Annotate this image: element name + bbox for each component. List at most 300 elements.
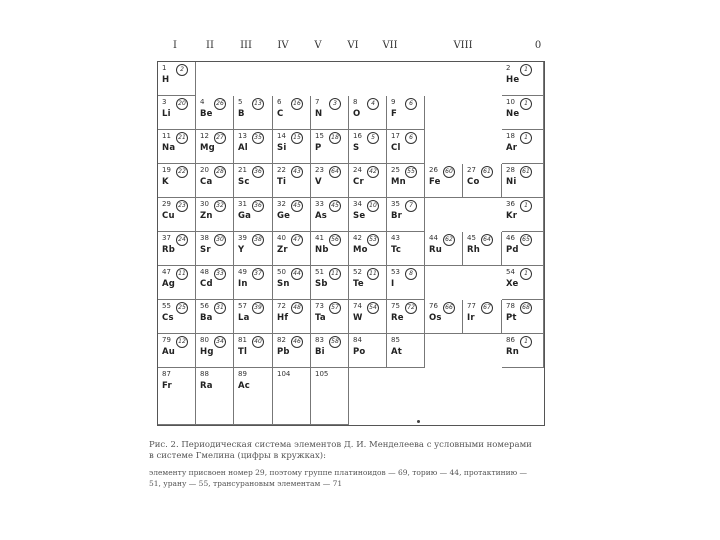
element-symbol: In	[238, 279, 248, 289]
gmelin-number-circle: 46	[291, 336, 303, 348]
atomic-number: 22	[277, 166, 286, 174]
element-symbol: Cr	[353, 177, 364, 187]
element-symbol: Zn	[200, 211, 213, 221]
gmelin-number-circle: 28	[214, 166, 226, 178]
element-symbol: K	[162, 177, 169, 187]
gmelin-number-circle: 15	[291, 132, 303, 144]
atomic-number: 57	[238, 302, 247, 310]
atomic-number: 78	[506, 302, 515, 310]
atomic-number: 82	[277, 336, 286, 344]
element-symbol: Rh	[467, 245, 480, 255]
atomic-number: 39	[238, 234, 247, 242]
gmelin-number-circle: 20	[176, 98, 188, 110]
element-symbol: Ne	[506, 109, 520, 119]
element-symbol: Mo	[353, 245, 368, 255]
gmelin-number-circle: 48	[291, 302, 303, 314]
element-cell	[273, 164, 311, 198]
gmelin-number-circle: 55	[405, 166, 417, 178]
element-symbol: Fe	[429, 177, 441, 187]
atomic-number: 76	[429, 302, 438, 310]
element-cell	[311, 130, 349, 164]
element-cell	[158, 368, 196, 425]
element-cell	[502, 164, 544, 198]
element-symbol: Y	[238, 245, 245, 255]
element-cell	[234, 266, 273, 300]
caption-line-1: Рис. 2. Периодическая система элементов Д. И. Менделеева с условными номерами	[149, 441, 532, 450]
atomic-number: 84	[353, 336, 362, 344]
element-cell	[349, 300, 387, 334]
element-cell	[273, 232, 311, 266]
element-symbol: S	[353, 143, 360, 153]
element-symbol: Tc	[391, 245, 402, 255]
atomic-number: 29	[162, 200, 171, 208]
gmelin-number-circle: 11	[367, 268, 379, 280]
gmelin-number-circle: 66	[443, 302, 455, 314]
element-symbol: Zr	[277, 245, 288, 255]
atomic-number: 19	[162, 166, 171, 174]
gmelin-number-circle: 45	[329, 200, 341, 212]
gmelin-number-circle: 37	[252, 268, 264, 280]
gmelin-number-circle: 54	[367, 302, 379, 314]
element-symbol: B	[238, 109, 245, 119]
element-symbol: V	[315, 177, 322, 187]
element-symbol: Rn	[506, 347, 519, 357]
element-symbol: Sb	[315, 279, 328, 289]
gmelin-number-circle: 43	[291, 166, 303, 178]
element-symbol: Hf	[277, 313, 289, 323]
gmelin-number-circle: 39	[252, 302, 264, 314]
gmelin-number-circle: 22	[176, 166, 188, 178]
atomic-number: 41	[315, 234, 324, 242]
element-symbol: Si	[277, 143, 287, 153]
element-symbol: Ge	[277, 211, 291, 221]
element-symbol: La	[238, 313, 250, 323]
element-symbol: Co	[467, 177, 480, 187]
element-cell	[502, 300, 544, 334]
element-symbol: He	[506, 75, 520, 85]
element-cell	[463, 300, 502, 334]
element-symbol: Rb	[162, 245, 176, 255]
gmelin-number-circle: 25	[176, 302, 188, 314]
atomic-number: 85	[391, 336, 400, 344]
atomic-number: 30	[200, 200, 209, 208]
atomic-number: 74	[353, 302, 362, 310]
element-cell	[234, 198, 273, 232]
gmelin-number-circle: 24	[176, 234, 188, 246]
element-cell	[311, 300, 349, 334]
element-symbol: Ni	[506, 177, 517, 187]
element-symbol: N	[315, 109, 323, 119]
element-cell	[273, 96, 311, 130]
element-symbol: Li	[162, 109, 171, 119]
atomic-number: 77	[467, 302, 476, 310]
gmelin-number-circle: 30	[214, 234, 226, 246]
element-cell	[196, 198, 234, 232]
group-label: III	[240, 40, 252, 51]
element-symbol: Ru	[429, 245, 442, 255]
atomic-number: 104	[277, 370, 291, 378]
atomic-number: 105	[315, 370, 329, 378]
gmelin-number-circle: 68	[520, 302, 532, 314]
gmelin-number-circle: 61	[520, 166, 532, 178]
atomic-number: 72	[277, 302, 286, 310]
element-cell	[196, 96, 234, 130]
atomic-number: 2	[506, 64, 511, 72]
element-cell	[234, 368, 273, 425]
element-symbol: Ag	[162, 279, 176, 289]
gmelin-number-circle: 10	[367, 200, 379, 212]
group-label: I	[173, 40, 177, 51]
gmelin-number-circle: 23	[176, 200, 188, 212]
element-cell	[158, 300, 196, 334]
group-label: VI	[347, 40, 359, 51]
atomic-number: 21	[238, 166, 247, 174]
element-symbol: Ca	[200, 177, 213, 187]
element-cell	[196, 164, 234, 198]
atomic-number: 8	[353, 98, 358, 106]
atomic-number: 35	[391, 200, 400, 208]
gmelin-number-circle: 34	[214, 336, 226, 348]
element-cell	[196, 232, 234, 266]
atomic-number: 24	[353, 166, 362, 174]
atomic-number: 42	[353, 234, 362, 242]
element-cell	[425, 164, 463, 198]
element-symbol: Al	[238, 143, 248, 153]
element-cell	[273, 300, 311, 334]
atomic-number: 23	[315, 166, 324, 174]
element-cell	[502, 62, 544, 96]
element-symbol: Tl	[238, 347, 248, 357]
element-symbol: Bi	[315, 347, 325, 357]
element-cell	[387, 130, 425, 164]
element-cell	[234, 232, 273, 266]
atomic-number: 5	[238, 98, 243, 106]
element-cell	[158, 96, 196, 130]
element-symbol: Br	[391, 211, 403, 221]
element-cell	[311, 232, 349, 266]
atomic-number: 4	[200, 98, 205, 106]
atomic-number: 49	[238, 268, 247, 276]
atomic-number: 83	[315, 336, 324, 344]
atomic-number: 10	[506, 98, 515, 106]
gmelin-number-circle: 47	[291, 234, 303, 246]
element-cell	[196, 130, 234, 164]
gmelin-number-circle: 61	[481, 166, 493, 178]
element-symbol: Nb	[315, 245, 329, 255]
gmelin-number-circle: 62	[443, 234, 455, 246]
atomic-number: 12	[200, 132, 209, 140]
atomic-number: 47	[162, 268, 171, 276]
gmelin-number-circle: 42	[367, 166, 379, 178]
gmelin-number-circle: 8	[405, 268, 417, 280]
atomic-number: 6	[277, 98, 282, 106]
element-cell	[502, 198, 544, 232]
group-label: IV	[277, 40, 289, 51]
element-symbol: Sc	[238, 177, 250, 187]
gmelin-number-circle: 57	[329, 302, 341, 314]
caption-line-4: 51, урану — 55, трансурановым элементам — 71	[149, 479, 343, 488]
element-symbol: Cs	[162, 313, 174, 323]
element-symbol: Ba	[200, 313, 213, 323]
gmelin-number-circle: 3	[329, 98, 341, 110]
gmelin-number-circle: 1	[520, 132, 532, 144]
atomic-number: 28	[506, 166, 515, 174]
gmelin-number-circle: 6	[405, 132, 417, 144]
element-symbol: Ta	[315, 313, 326, 323]
atomic-number: 88	[200, 370, 209, 378]
caption-line-2: в системе Гмелина (цифры в кружках):	[149, 452, 326, 461]
atomic-number: 50	[277, 268, 286, 276]
element-cell	[387, 198, 425, 232]
element-cell	[234, 96, 273, 130]
element-cell	[349, 334, 387, 368]
gmelin-number-circle: 31	[214, 302, 226, 314]
element-symbol: W	[353, 313, 363, 323]
element-symbol: H	[162, 75, 170, 85]
element-symbol: P	[315, 143, 322, 153]
atomic-number: 34	[353, 200, 362, 208]
atomic-number: 53	[391, 268, 400, 276]
gmelin-number-circle: 1	[520, 268, 532, 280]
atomic-number: 18	[506, 132, 515, 140]
gmelin-number-circle: 2	[176, 64, 188, 76]
element-symbol: Na	[162, 143, 176, 153]
gmelin-number-circle: 60	[443, 166, 455, 178]
gmelin-number-circle: 36	[252, 200, 264, 212]
atomic-number: 7	[315, 98, 320, 106]
gmelin-number-circle: 16	[291, 98, 303, 110]
atomic-number: 75	[391, 302, 400, 310]
group-label: VII	[382, 40, 398, 51]
element-cell	[387, 300, 425, 334]
atomic-number: 11	[162, 132, 171, 140]
element-cell	[158, 232, 196, 266]
element-cell	[463, 164, 502, 198]
element-symbol: Mg	[200, 143, 215, 153]
gmelin-number-circle: 65	[520, 234, 532, 246]
element-cell	[349, 232, 387, 266]
gmelin-number-circle: 7	[405, 200, 417, 212]
element-cell	[234, 300, 273, 334]
gmelin-number-circle: 53	[367, 234, 379, 246]
element-cell	[158, 334, 196, 368]
gmelin-number-circle: 5	[367, 132, 379, 144]
atomic-number: 56	[200, 302, 209, 310]
gmelin-number-circle: 11	[176, 268, 188, 280]
atomic-number: 3	[162, 98, 167, 106]
gmelin-number-circle: 45	[291, 200, 303, 212]
element-cell	[311, 198, 349, 232]
element-cell	[387, 164, 425, 198]
element-cell	[273, 266, 311, 300]
element-symbol: Be	[200, 109, 213, 119]
gmelin-number-circle: 18	[329, 132, 341, 144]
element-cell	[311, 334, 349, 368]
element-cell	[502, 96, 544, 130]
element-cell	[158, 198, 196, 232]
atomic-number: 14	[277, 132, 286, 140]
gmelin-number-circle: 72	[405, 302, 417, 314]
gmelin-number-circle: 6	[405, 98, 417, 110]
atomic-number: 38	[200, 234, 209, 242]
element-symbol: Sn	[277, 279, 290, 289]
element-cell	[234, 164, 273, 198]
element-cell	[234, 334, 273, 368]
element-symbol: Ti	[277, 177, 287, 187]
gmelin-number-circle: 27	[214, 132, 226, 144]
element-cell	[158, 164, 196, 198]
element-symbol: Hg	[200, 347, 214, 357]
atomic-number: 20	[200, 166, 209, 174]
element-cell	[273, 368, 311, 425]
caption-line-3: элементу присвоен номер 29, поэтому группе платиноидов — 69, торию — 44, протактинию —	[149, 468, 528, 477]
atomic-number: 51	[315, 268, 324, 276]
gmelin-number-circle: 40	[252, 336, 264, 348]
atomic-number: 31	[238, 200, 247, 208]
element-symbol: Ir	[467, 313, 475, 323]
element-symbol: Pt	[506, 313, 517, 323]
atomic-number: 79	[162, 336, 171, 344]
element-symbol: Ga	[238, 211, 252, 221]
atomic-number: 46	[506, 234, 515, 242]
gmelin-number-circle: 26	[214, 98, 226, 110]
atomic-number: 15	[315, 132, 324, 140]
atomic-number: 27	[467, 166, 476, 174]
gmelin-number-circle: 44	[291, 268, 303, 280]
element-symbol: Ra	[200, 381, 213, 391]
element-cell	[158, 62, 196, 96]
gmelin-number-circle: 1	[520, 200, 532, 212]
element-symbol: Sr	[200, 245, 211, 255]
element-cell	[273, 198, 311, 232]
atomic-number: 26	[429, 166, 438, 174]
gmelin-number-circle: 58	[329, 336, 341, 348]
element-cell	[158, 130, 196, 164]
element-symbol: Po	[353, 347, 366, 357]
group-label: V	[314, 40, 322, 51]
group-label: VIII	[453, 40, 473, 51]
atomic-number: 87	[162, 370, 171, 378]
element-symbol: Pd	[506, 245, 519, 255]
atomic-number: 33	[315, 200, 324, 208]
element-cell	[463, 232, 502, 266]
element-cell	[387, 96, 425, 130]
gmelin-number-circle: 4	[367, 98, 379, 110]
atomic-number: 44	[429, 234, 438, 242]
element-cell	[502, 334, 544, 368]
atomic-number: 73	[315, 302, 324, 310]
element-symbol: Xe	[506, 279, 519, 289]
gmelin-number-circle: 13	[252, 98, 264, 110]
element-cell	[158, 266, 196, 300]
element-symbol: As	[315, 211, 328, 221]
element-cell	[349, 96, 387, 130]
element-symbol: Fr	[162, 381, 172, 391]
element-symbol: F	[391, 109, 398, 119]
element-symbol: Mn	[391, 177, 406, 187]
element-cell	[349, 266, 387, 300]
element-symbol: Os	[429, 313, 442, 323]
element-symbol: I	[391, 279, 395, 289]
element-cell	[502, 266, 544, 300]
atomic-number: 32	[277, 200, 286, 208]
element-symbol: Te	[353, 279, 364, 289]
element-symbol: Ar	[506, 143, 518, 153]
element-cell	[502, 130, 544, 164]
gmelin-number-circle: 36	[252, 166, 264, 178]
gmelin-number-circle: 11	[329, 268, 341, 280]
element-cell	[234, 130, 273, 164]
periodic-table	[157, 61, 545, 426]
atomic-number: 89	[238, 370, 247, 378]
element-cell	[311, 368, 349, 425]
element-symbol: At	[391, 347, 403, 357]
element-cell	[196, 334, 234, 368]
element-cell	[273, 130, 311, 164]
atomic-number: 9	[391, 98, 396, 106]
group-label: II	[206, 40, 214, 51]
atomic-number: 54	[506, 268, 515, 276]
gmelin-number-circle: 12	[176, 336, 188, 348]
atomic-number: 48	[200, 268, 209, 276]
atomic-number: 45	[467, 234, 476, 242]
atomic-number: 16	[353, 132, 362, 140]
atomic-number: 81	[238, 336, 247, 344]
gmelin-number-circle: 64	[481, 234, 493, 246]
gmelin-number-circle: 1	[520, 64, 532, 76]
atomic-number: 25	[391, 166, 400, 174]
gmelin-number-circle: 35	[252, 132, 264, 144]
atomic-number: 13	[238, 132, 247, 140]
atomic-number: 43	[391, 234, 400, 242]
gmelin-number-circle: 56	[329, 234, 341, 246]
element-symbol: O	[353, 109, 361, 119]
gmelin-number-circle: 64	[329, 166, 341, 178]
element-cell	[425, 300, 463, 334]
element-cell	[349, 198, 387, 232]
element-cell	[196, 300, 234, 334]
element-symbol: Pb	[277, 347, 290, 357]
gmelin-number-circle: 21	[176, 132, 188, 144]
element-symbol: Se	[353, 211, 366, 221]
element-symbol: Au	[162, 347, 176, 357]
element-cell	[387, 334, 425, 368]
element-cell	[387, 232, 425, 266]
element-cell	[349, 164, 387, 198]
element-cell	[273, 334, 311, 368]
element-cell	[349, 130, 387, 164]
atomic-number: 17	[391, 132, 400, 140]
atomic-number: 80	[200, 336, 209, 344]
element-cell	[311, 164, 349, 198]
atomic-number: 86	[506, 336, 515, 344]
atomic-number: 52	[353, 268, 362, 276]
gmelin-number-circle: 1	[520, 336, 532, 348]
element-cell	[387, 266, 425, 300]
element-symbol: Cl	[391, 143, 401, 153]
element-cell	[311, 266, 349, 300]
atomic-number: 36	[506, 200, 515, 208]
gmelin-number-circle: 33	[214, 268, 226, 280]
element-cell	[425, 232, 463, 266]
atomic-number: 55	[162, 302, 171, 310]
element-symbol: Ac	[238, 381, 251, 391]
element-cell	[196, 266, 234, 300]
element-cell	[502, 232, 544, 266]
atomic-number: 1	[162, 64, 167, 72]
element-symbol: Re	[391, 313, 404, 323]
gmelin-number-circle: 67	[481, 302, 493, 314]
